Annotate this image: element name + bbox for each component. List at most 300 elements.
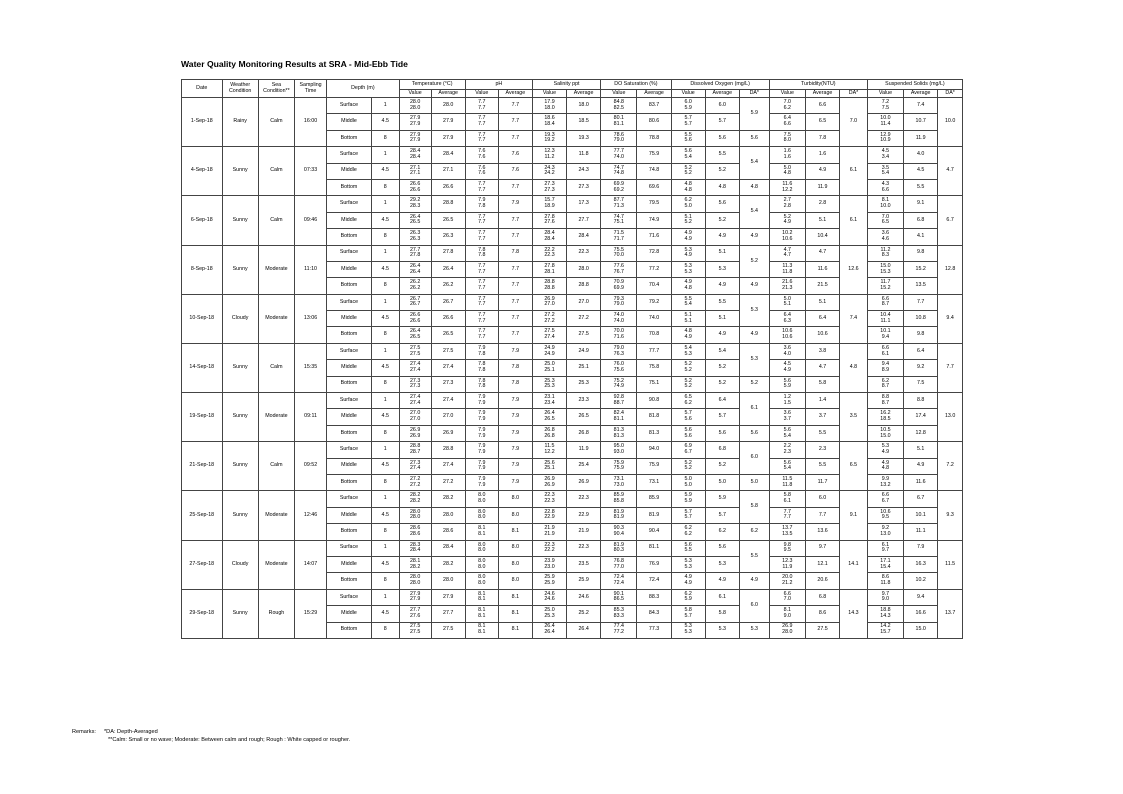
- dissolved-oxygen-da-bottom: 5.0: [739, 474, 769, 490]
- temperature-values-reading: 27.4: [409, 465, 421, 472]
- turbidity-average: 11.7: [805, 474, 839, 490]
- temperature-values-reading: 28.6: [409, 525, 421, 532]
- suspended-solids-values-reading: 4.5: [881, 148, 890, 155]
- sea-condition-cell: Calm: [258, 343, 294, 392]
- subheader-da: DA*: [739, 90, 769, 98]
- dissolved-oxygen-da: 5.4: [739, 196, 769, 229]
- dissolved-oxygen-values-reading: 5.4: [684, 301, 692, 308]
- do-saturation-values-reading: 80.3: [613, 547, 624, 554]
- turbidity-values: [769, 327, 805, 343]
- dissolved-oxygen-average: 5.1: [705, 311, 739, 327]
- ph-average: 7.7: [498, 311, 532, 327]
- suspended-solids-values-reading: 6.7: [881, 498, 890, 505]
- ph-values: [465, 130, 498, 146]
- ph-values-reading: 8.0: [478, 508, 486, 515]
- salinity-average: 27.0: [567, 294, 601, 310]
- dissolved-oxygen-values-reading: 4.9: [684, 279, 692, 286]
- suspended-solids-values-reading: 15.2: [880, 284, 891, 291]
- ph-values-reading: 7.8: [478, 246, 486, 253]
- depth-level-cell: Surface: [327, 491, 372, 507]
- suspended-solids-average: 9.2: [904, 360, 938, 376]
- suspended-solids-da: 4.7: [938, 147, 963, 196]
- salinity-values-reading: 27.3: [544, 186, 555, 193]
- temperature-average: 28.2: [431, 556, 465, 572]
- ph-values-reading: 8.1: [478, 530, 486, 537]
- do-saturation-average: 74.9: [637, 212, 671, 228]
- turbidity-average: 7.7: [805, 507, 839, 523]
- do-saturation-values: [601, 474, 637, 490]
- salinity-values-reading: 21.9: [544, 525, 555, 532]
- dissolved-oxygen-values: [671, 589, 705, 605]
- dissolved-oxygen-average: 6.4: [705, 393, 739, 409]
- turbidity-values: [769, 360, 805, 376]
- salinity-values-reading: 26.8: [544, 432, 555, 439]
- temperature-values-reading: 27.9: [409, 137, 421, 144]
- do-saturation-values-reading: 74.0: [613, 317, 624, 324]
- turbidity-values: [769, 98, 805, 114]
- do-saturation-values-reading: 81.1: [613, 416, 624, 423]
- turbidity-values-reading: 5.8: [783, 492, 792, 499]
- turbidity-values-reading: 4.8: [783, 170, 792, 177]
- turbidity-values-reading: 10.2: [782, 230, 793, 237]
- temperature-values-reading: 27.4: [409, 399, 421, 406]
- salinity-values-reading: 27.8: [544, 262, 555, 269]
- salinity-average: 25.3: [567, 376, 601, 392]
- depth-level-cell: Bottom: [327, 376, 372, 392]
- do-saturation-values: [601, 130, 637, 146]
- temperature-values: [399, 245, 431, 261]
- do-saturation-values-reading: 75.5: [613, 246, 624, 253]
- turbidity-values-reading: 4.9: [783, 219, 792, 226]
- turbidity-values-reading: 11.3: [782, 262, 793, 269]
- suspended-solids-values-reading: 4.6: [881, 235, 890, 242]
- do-saturation-values-reading: 75.9: [613, 465, 624, 472]
- do-saturation-values-reading: 72.4: [613, 580, 624, 587]
- do-saturation-values: [601, 540, 637, 556]
- do-saturation-values: [601, 376, 637, 392]
- suspended-solids-values: [867, 278, 903, 294]
- dissolved-oxygen-average: 5.7: [705, 409, 739, 425]
- salinity-values-reading: 18.9: [544, 203, 555, 210]
- sampling-time-cell: 13:06: [295, 294, 327, 343]
- dissolved-oxygen-values: [671, 474, 705, 490]
- dissolved-oxygen-da-bottom: 4.9: [739, 278, 769, 294]
- sea-condition-cell: Calm: [258, 442, 294, 491]
- subheader-average: Average: [904, 90, 938, 98]
- salinity-values-reading: 23.4: [544, 399, 555, 406]
- salinity-values-reading: 25.3: [544, 383, 555, 390]
- dissolved-oxygen-average: 5.3: [705, 622, 739, 638]
- dissolved-oxygen-values-reading: 4.9: [684, 574, 692, 581]
- dissolved-oxygen-average: 5.6: [705, 130, 739, 146]
- dissolved-oxygen-values-reading: 4.9: [684, 235, 692, 242]
- ph-values: [465, 114, 498, 130]
- turbidity-average: 5.5: [805, 425, 839, 441]
- do-saturation-average: 81.1: [637, 540, 671, 556]
- dissolved-oxygen-values-reading: 5.3: [684, 629, 692, 636]
- subheader-average: Average: [567, 90, 601, 98]
- dissolved-oxygen-values-reading: 5.6: [684, 148, 692, 155]
- depth-value-cell: 1: [371, 491, 399, 507]
- table-row: [182, 98, 963, 114]
- do-saturation-average: 74.0: [637, 311, 671, 327]
- temperature-values: [399, 524, 431, 540]
- depth-level-cell: Middle: [327, 163, 372, 179]
- subheader-average: Average: [805, 90, 839, 98]
- suspended-solids-values-reading: 9.7: [881, 590, 890, 597]
- do-saturation-values: [601, 245, 637, 261]
- turbidity-average: 13.6: [805, 524, 839, 540]
- dissolved-oxygen-values-reading: 4.9: [684, 334, 692, 341]
- suspended-solids-values-reading: 6.2: [881, 377, 890, 384]
- turbidity-values-reading: 6.4: [783, 115, 792, 122]
- do-saturation-values-reading: 90.4: [613, 530, 624, 537]
- do-saturation-values-reading: 83.3: [613, 612, 624, 619]
- ph-values-reading: 7.9: [478, 459, 486, 466]
- dissolved-oxygen-values-reading: 5.2: [684, 361, 692, 368]
- depth-level-cell: Surface: [327, 393, 372, 409]
- depth-value-cell: 1: [371, 343, 399, 359]
- salinity-values-reading: 25.0: [544, 361, 555, 368]
- suspended-solids-values-reading: 11.1: [880, 317, 891, 324]
- ph-values-reading: 7.7: [478, 312, 486, 319]
- dissolved-oxygen-da: 5.3: [739, 343, 769, 376]
- suspended-solids-values-reading: 12.9: [880, 131, 891, 138]
- dissolved-oxygen-values-reading: 5.2: [684, 383, 692, 390]
- sampling-time-cell: 09:46: [295, 196, 327, 245]
- salinity-average: 24.6: [567, 589, 601, 605]
- turbidity-average: 2.3: [805, 442, 839, 458]
- do-saturation-values-reading: 74.7: [613, 213, 624, 220]
- header-depth: Depth (m): [327, 80, 400, 98]
- depth-value-cell: 4.5: [371, 458, 399, 474]
- salinity-values-reading: 26.9: [544, 475, 555, 482]
- salinity-average: 27.5: [567, 327, 601, 343]
- do-saturation-values: [601, 491, 637, 507]
- do-saturation-average: 75.9: [637, 147, 671, 163]
- salinity-values: [532, 442, 566, 458]
- dissolved-oxygen-values-reading: 5.0: [684, 475, 692, 482]
- sea-condition-cell: Calm: [258, 147, 294, 196]
- depth-level-cell: Bottom: [327, 179, 372, 195]
- temperature-values: [399, 573, 431, 589]
- ph-values-reading: 8.1: [478, 629, 486, 636]
- dissolved-oxygen-values-reading: 5.1: [684, 317, 692, 324]
- dissolved-oxygen-values: [671, 507, 705, 523]
- dissolved-oxygen-da: 5.3: [739, 294, 769, 327]
- dissolved-oxygen-values-reading: 5.2: [684, 377, 692, 384]
- dissolved-oxygen-average: 5.6: [705, 425, 739, 441]
- depth-value-cell: 4.5: [371, 114, 399, 130]
- dissolved-oxygen-values-reading: 5.3: [684, 246, 692, 253]
- suspended-solids-values-reading: 9.7: [881, 547, 890, 554]
- salinity-values-reading: 25.3: [544, 612, 555, 619]
- dissolved-oxygen-values: [671, 622, 705, 638]
- temperature-average: 28.4: [431, 540, 465, 556]
- ph-values-reading: 7.8: [478, 350, 486, 357]
- turbidity-values-reading: 11.6: [782, 180, 793, 187]
- dissolved-oxygen-average: 5.2: [705, 360, 739, 376]
- do-saturation-values-reading: 81.3: [613, 426, 624, 433]
- temperature-values-reading: 28.0: [409, 514, 421, 521]
- dissolved-oxygen-da-bottom: 6.2: [739, 524, 769, 540]
- salinity-values-reading: 25.9: [544, 574, 555, 581]
- turbidity-values: [769, 474, 805, 490]
- temperature-average: 26.7: [431, 294, 465, 310]
- do-saturation-values: [601, 622, 637, 638]
- suspended-solids-da: 7.2: [938, 442, 963, 491]
- dissolved-oxygen-average: 4.9: [705, 327, 739, 343]
- ph-average: 8.0: [498, 556, 532, 572]
- temperature-average: 28.2: [431, 491, 465, 507]
- turbidity-average: 4.9: [805, 163, 839, 179]
- salinity-values: [532, 589, 566, 605]
- salinity-values: [532, 540, 566, 556]
- turbidity-values: [769, 540, 805, 556]
- dissolved-oxygen-values-reading: 5.2: [684, 366, 692, 373]
- ph-values-reading: 7.7: [478, 295, 486, 302]
- suspended-solids-values-reading: 10.0: [880, 203, 891, 210]
- salinity-values-reading: 24.6: [544, 596, 555, 603]
- dissolved-oxygen-values-reading: 6.5: [684, 394, 692, 401]
- do-saturation-values-reading: 79.0: [613, 137, 624, 144]
- depth-level-cell: Middle: [327, 360, 372, 376]
- dissolved-oxygen-values: [671, 278, 705, 294]
- turbidity-values: [769, 507, 805, 523]
- dissolved-oxygen-average: 6.1: [705, 589, 739, 605]
- salinity-average: 27.2: [567, 311, 601, 327]
- suspended-solids-values: [867, 622, 903, 638]
- dissolved-oxygen-da-bottom: 4.8: [739, 179, 769, 195]
- do-saturation-values-reading: 76.0: [613, 361, 624, 368]
- dissolved-oxygen-values: [671, 327, 705, 343]
- turbidity-average: 5.1: [805, 212, 839, 228]
- do-saturation-values-reading: 74.0: [613, 312, 624, 319]
- suspended-solids-values-reading: 9.2: [881, 525, 890, 532]
- header-temperature: Temperature (°C): [399, 80, 465, 90]
- do-saturation-values-reading: 81.9: [613, 508, 624, 515]
- temperature-values-reading: 27.5: [409, 623, 421, 630]
- dissolved-oxygen-average: 5.6: [705, 540, 739, 556]
- temperature-average: 27.4: [431, 458, 465, 474]
- salinity-average: 26.4: [567, 622, 601, 638]
- temperature-average: 26.6: [431, 311, 465, 327]
- ph-values: [465, 229, 498, 245]
- salinity-values-reading: 26.5: [544, 416, 555, 423]
- dissolved-oxygen-values-reading: 5.7: [684, 612, 692, 619]
- table-row: [182, 393, 963, 409]
- salinity-values-reading: 22.2: [544, 547, 555, 554]
- salinity-values: [532, 114, 566, 130]
- temperature-values-reading: 28.0: [409, 104, 421, 111]
- salinity-values: [532, 212, 566, 228]
- dissolved-oxygen-values-reading: 5.6: [684, 426, 692, 433]
- depth-value-cell: 4.5: [371, 261, 399, 277]
- header-dissolved-oxygen: Dissolved Oxygen (mg/L): [671, 80, 769, 90]
- do-saturation-average: 81.3: [637, 425, 671, 441]
- do-saturation-values: [601, 409, 637, 425]
- ph-values-reading: 7.7: [478, 219, 486, 226]
- suspended-solids-da: 9.3: [938, 491, 963, 540]
- temperature-values: [399, 311, 431, 327]
- do-saturation-values-reading: 75.9: [613, 459, 624, 466]
- depth-level-cell: Surface: [327, 98, 372, 114]
- salinity-values: [532, 573, 566, 589]
- ph-values-reading: 7.8: [478, 383, 486, 390]
- temperature-values: [399, 622, 431, 638]
- temperature-average: 26.6: [431, 179, 465, 195]
- turbidity-values-reading: 5.4: [783, 432, 792, 439]
- do-saturation-values: [601, 179, 637, 195]
- do-saturation-values-reading: 77.7: [613, 148, 624, 155]
- ph-average: 7.6: [498, 147, 532, 163]
- turbidity-da: 4.8: [840, 343, 868, 392]
- suspended-solids-values-reading: 13.0: [880, 530, 891, 537]
- do-saturation-values-reading: 82.5: [613, 104, 624, 111]
- turbidity-values-reading: 6.4: [783, 312, 792, 319]
- do-saturation-values-reading: 87.7: [613, 197, 624, 204]
- depth-level-cell: Surface: [327, 245, 372, 261]
- ph-values-reading: 7.7: [478, 230, 486, 237]
- date-cell: 1-Sep-18: [182, 98, 223, 147]
- date-cell: 21-Sep-18: [182, 442, 223, 491]
- dissolved-oxygen-values-reading: 5.3: [684, 557, 692, 564]
- date-cell: 4-Sep-18: [182, 147, 223, 196]
- turbidity-values-reading: 5.6: [783, 459, 792, 466]
- ph-values: [465, 622, 498, 638]
- suspended-solids-values-reading: 8.8: [881, 394, 890, 401]
- salinity-values: [532, 327, 566, 343]
- temperature-values-reading: 26.7: [409, 295, 421, 302]
- salinity-values-reading: 27.0: [544, 301, 555, 308]
- do-saturation-values-reading: 74.9: [613, 383, 624, 390]
- dissolved-oxygen-da: 5.2: [739, 245, 769, 278]
- salinity-average: 25.9: [567, 573, 601, 589]
- suspended-solids-values-reading: 6.1: [881, 541, 890, 548]
- salinity-values: [532, 294, 566, 310]
- subheader-value: Value: [601, 90, 637, 98]
- depth-value-cell: 8: [371, 425, 399, 441]
- dissolved-oxygen-values: [671, 573, 705, 589]
- depth-level-cell: Middle: [327, 409, 372, 425]
- suspended-solids-values: [867, 458, 903, 474]
- temperature-values-reading: 28.0: [409, 508, 421, 515]
- salinity-values-reading: 27.2: [544, 312, 555, 319]
- header-ph: pH: [465, 80, 532, 90]
- do-saturation-values-reading: 75.6: [613, 366, 624, 373]
- suspended-solids-values-reading: 7.2: [881, 98, 890, 105]
- temperature-values-reading: 26.9: [409, 432, 421, 439]
- ph-average: 8.1: [498, 606, 532, 622]
- turbidity-average: 20.6: [805, 573, 839, 589]
- ph-values: [465, 606, 498, 622]
- salinity-values-reading: 24.2: [544, 170, 555, 177]
- turbidity-da: 6.1: [840, 147, 868, 196]
- suspended-solids-average: 9.8: [904, 327, 938, 343]
- suspended-solids-values: [867, 179, 903, 195]
- turbidity-values-reading: 5.1: [783, 301, 792, 308]
- ph-values-reading: 7.7: [478, 284, 486, 291]
- temperature-average: 28.0: [431, 507, 465, 523]
- suspended-solids-values: [867, 425, 903, 441]
- salinity-average: 22.3: [567, 540, 601, 556]
- ph-values-reading: 8.0: [478, 557, 486, 564]
- turbidity-values-reading: 8.1: [783, 607, 792, 614]
- temperature-values: [399, 360, 431, 376]
- dissolved-oxygen-values: [671, 294, 705, 310]
- turbidity-values: [769, 589, 805, 605]
- turbidity-average: 9.7: [805, 540, 839, 556]
- dissolved-oxygen-values-reading: 4.8: [684, 186, 692, 193]
- do-saturation-values: [601, 556, 637, 572]
- sea-condition-cell: Rough: [258, 589, 294, 638]
- suspended-solids-values-reading: 3.5: [881, 164, 890, 171]
- ph-values-reading: 7.7: [478, 317, 486, 324]
- salinity-values-reading: 26.4: [544, 629, 555, 636]
- dissolved-oxygen-values-reading: 5.9: [684, 492, 692, 499]
- do-saturation-values-reading: 69.2: [613, 186, 624, 193]
- ph-average: 7.7: [498, 261, 532, 277]
- turbidity-values: [769, 524, 805, 540]
- turbidity-da: 12.6: [840, 245, 868, 294]
- depth-level-cell: Middle: [327, 556, 372, 572]
- do-saturation-values: [601, 343, 637, 359]
- do-saturation-values-reading: 81.3: [613, 432, 624, 439]
- temperature-values-reading: 27.1: [409, 164, 421, 171]
- temperature-values-reading: 28.3: [409, 203, 421, 210]
- temperature-average: 26.5: [431, 212, 465, 228]
- depth-value-cell: 4.5: [371, 360, 399, 376]
- temperature-values-reading: 28.4: [409, 547, 421, 554]
- temperature-values-reading: 28.0: [409, 574, 421, 581]
- dissolved-oxygen-values: [671, 442, 705, 458]
- turbidity-values: [769, 147, 805, 163]
- salinity-values-reading: 22.3: [544, 498, 555, 505]
- depth-value-cell: 1: [371, 540, 399, 556]
- dissolved-oxygen-da-bottom: 5.6: [739, 130, 769, 146]
- do-saturation-values-reading: 76.8: [613, 557, 624, 564]
- salinity-values: [532, 261, 566, 277]
- turbidity-values-reading: 2.2: [783, 443, 792, 450]
- ph-values: [465, 458, 498, 474]
- turbidity-values-reading: 8.0: [783, 137, 792, 144]
- salinity-values-reading: 28.8: [544, 279, 555, 286]
- turbidity-values-reading: 7.7: [783, 514, 792, 521]
- temperature-values-reading: 27.5: [409, 344, 421, 351]
- salinity-values-reading: 28.8: [544, 284, 555, 291]
- turbidity-values: [769, 114, 805, 130]
- ph-values: [465, 589, 498, 605]
- dissolved-oxygen-values-reading: 5.1: [684, 213, 692, 220]
- depth-value-cell: 8: [371, 622, 399, 638]
- temperature-values-reading: 26.3: [409, 235, 421, 242]
- dissolved-oxygen-average: 4.9: [705, 278, 739, 294]
- turbidity-values-reading: 5.0: [783, 295, 792, 302]
- ph-values: [465, 147, 498, 163]
- temperature-values-reading: 28.2: [409, 563, 421, 570]
- ph-values: [465, 524, 498, 540]
- ph-values-reading: 7.9: [478, 344, 486, 351]
- ph-values-reading: 7.7: [478, 235, 486, 242]
- suspended-solids-average: 16.6: [904, 606, 938, 622]
- turbidity-values-reading: 2.3: [783, 448, 792, 455]
- turbidity-values-reading: 2.8: [783, 203, 792, 210]
- suspended-solids-values: [867, 212, 903, 228]
- temperature-average: 27.0: [431, 409, 465, 425]
- ph-values-reading: 7.9: [478, 394, 486, 401]
- ph-values-reading: 7.8: [478, 366, 486, 373]
- temperature-average: 27.4: [431, 360, 465, 376]
